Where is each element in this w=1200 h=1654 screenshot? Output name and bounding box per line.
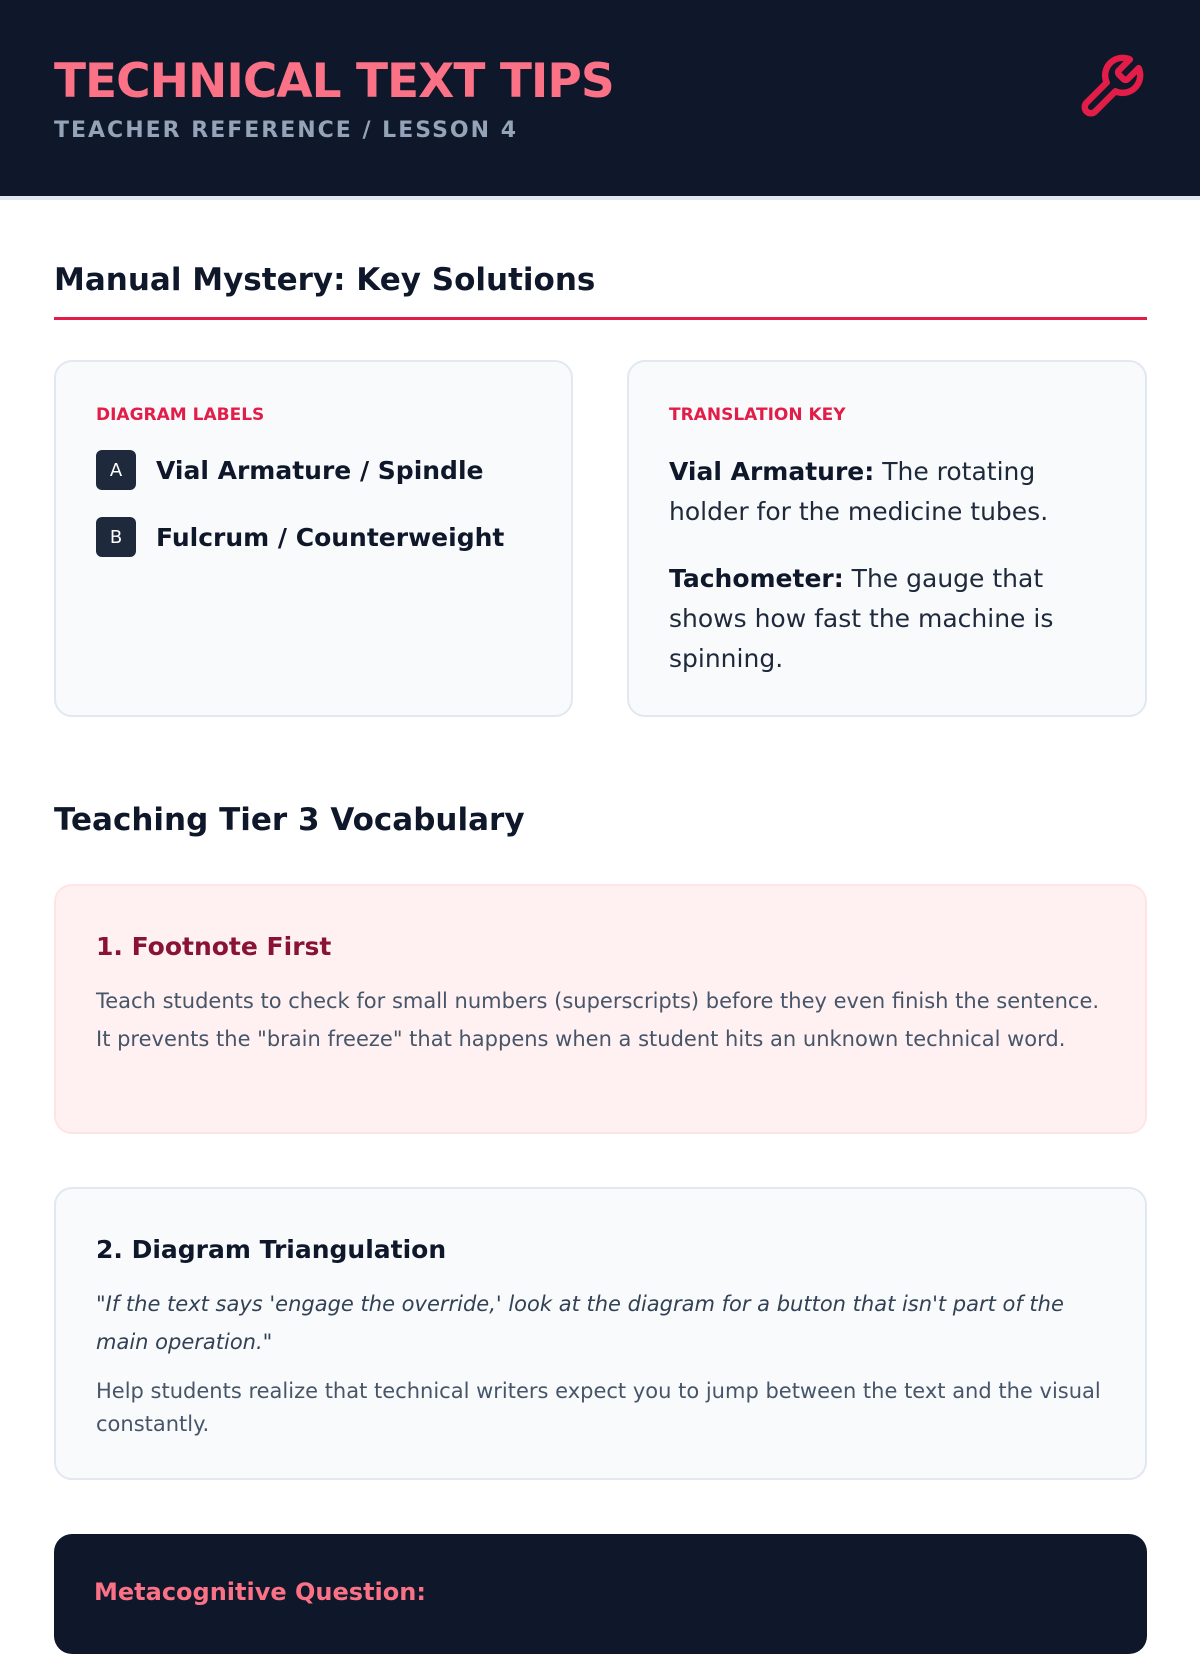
metacognitive-question-card [54,1534,1147,1654]
translation-entry [669,559,1114,679]
tip-card-diagram-triangulation [54,1187,1147,1480]
diagram-label-item [96,517,504,557]
label-text: Fulcrum / Counterweight [156,522,505,552]
tip-quote: "If the text says 'engage the override,' look at the diagram for a button that isn't part of the main operation." [96,1292,1064,1354]
tip-body: Teach students to check for small numbers (superscripts) before they even finish the sentence. It prevents the "brain freeze" that happens when a student hits an unknown technical word. [96,989,1100,1051]
diagram-labels-heading: DIAGRAM LABELS [96,405,265,425]
section-title-vocabulary: Teaching Tier 3 Vocabulary [54,802,525,838]
tip-title: 1. Footnote First [96,932,332,961]
tip-body: Help students realize that technical writers expect you to jump between the text and the visual constantly. [96,1379,1101,1436]
page-header [0,0,1200,200]
translation-definition: The gauge that shows how fast the machine is spinning. [669,564,1054,673]
tip-title: 2. Diagram Triangulation [96,1235,447,1264]
tip-card-footnote-first [54,884,1147,1134]
translation-entry [669,452,1114,532]
wrench-icon [1076,52,1146,122]
translation-key-card [627,360,1147,717]
page-subtitle: TEACHER REFERENCE / LESSON 4 [54,118,519,143]
translation-term: Tachometer: [669,564,844,593]
translation-definition: The rotating holder for the medicine tubes. [669,457,1049,526]
label-badge: B [96,517,136,557]
label-text: Vial Armature / Spindle [156,455,484,485]
diagram-label-item [96,450,483,490]
translation-term: Vial Armature: [669,457,875,486]
page-title: TECHNICAL TEXT TIPS [54,54,614,109]
label-badge: A [96,450,136,490]
diagram-labels-card [54,360,573,717]
section-divider [54,317,1147,320]
section-title-key-solutions: Manual Mystery: Key Solutions [54,262,596,298]
translation-key-heading: TRANSLATION KEY [669,405,846,425]
metacognitive-question-title: Metacognitive Question: [94,1578,426,1606]
